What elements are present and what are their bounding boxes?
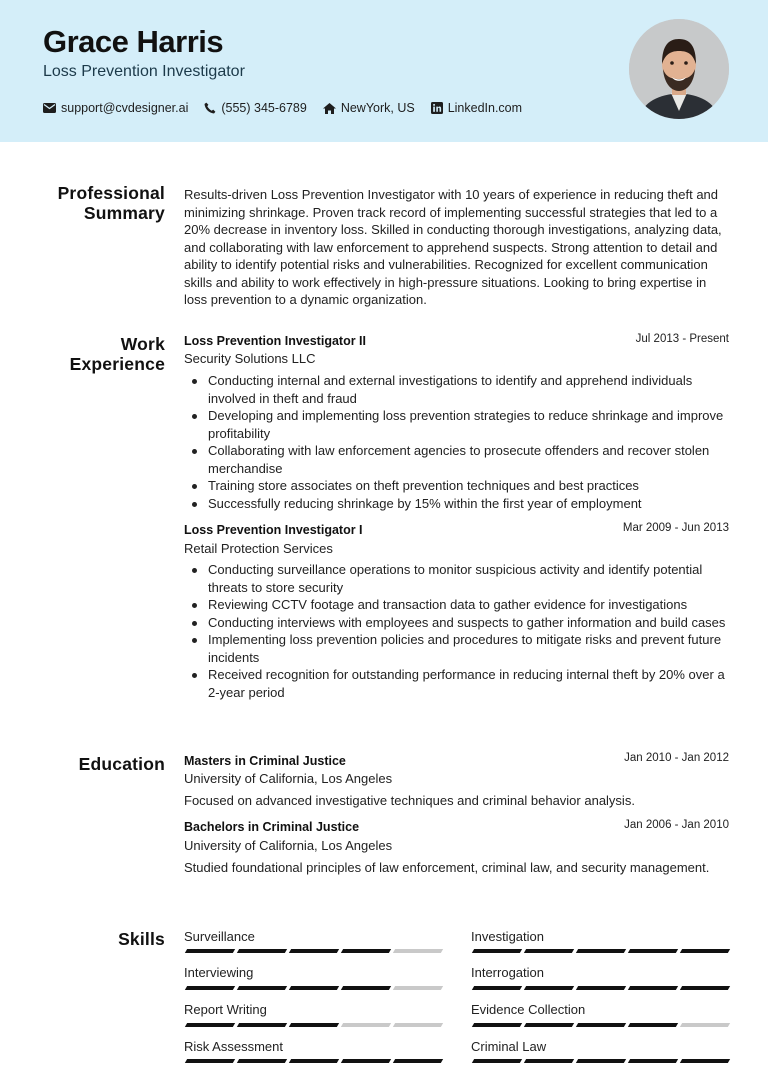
job-company: Retail Protection Services [184, 541, 333, 556]
list-item: Developing and implementing loss prevention strategies to reduce shrinkage and improve profitability [184, 407, 732, 442]
skill-name: Investigation [471, 929, 544, 944]
skill-level-segment [628, 949, 678, 953]
skill-level-segment [237, 1059, 287, 1063]
skill-level-segment [185, 949, 235, 953]
skills-heading: Skills [118, 929, 165, 949]
contact-phone-text: (555) 345-6789 [221, 101, 307, 115]
job-title: Loss Prevention Investigator II [184, 334, 366, 348]
skill-level-bar [186, 1059, 446, 1063]
skill-level-bar [473, 1059, 733, 1063]
skill-level-segment [341, 1059, 391, 1063]
skill-name: Risk Assessment [184, 1039, 283, 1054]
home-icon [323, 103, 336, 114]
skill-level-bar [186, 1023, 446, 1027]
contact-bar [43, 101, 538, 115]
linkedin-icon [431, 102, 443, 114]
skill-level-segment [472, 1059, 522, 1063]
profile-photo [629, 19, 729, 119]
contact-linkedin[interactable] [431, 101, 522, 115]
skill-level-segment [237, 1023, 287, 1027]
skill-level-segment [237, 986, 287, 990]
school-name: University of California, Los Angeles [184, 771, 393, 786]
education-heading: Education [78, 754, 165, 774]
contact-email[interactable] [43, 101, 188, 115]
list-item: Collaborating with law enforcement agencies to prosecute offenders and recover stolen merchandise [184, 442, 732, 477]
list-item: Conducting interviews with employees and suspects to gather information and build cases [184, 614, 732, 632]
experience-heading-line1: Work [120, 334, 165, 354]
skill-level-segment [524, 949, 574, 953]
summary-text: Results-driven Loss Prevention Investigator with 10 years of experience in reducing theft and minimizing shrinkage. Proven track record of implementing successful strategies that led to a 20% decrease in inventory loss. Skilled in conducting thorough investigations, analyzing data, and collaborating with law enforcement to apprehend suspects. Strong attention to detail and ability to identify potential risks and vulnerabilities. Recognized for excellent communication skills and ability to work effectively in high-pressure situations. Looking to bring expertise in loss prevention to a dynamic organization. [184, 187, 722, 307]
skill-level-segment [393, 1059, 443, 1063]
skill-level-bar [186, 949, 446, 953]
skill-level-segment [289, 986, 339, 990]
skill-level-segment [524, 1059, 574, 1063]
skill-level-segment [680, 949, 730, 953]
skill-name: Report Writing [184, 1002, 267, 1017]
list-item: Received recognition for outstanding performance in reducing internal theft by 20% over a 2-year period [184, 666, 732, 701]
skill-level-segment [628, 986, 678, 990]
summary-heading-line2: Summary [83, 203, 165, 223]
skill-level-segment [393, 1023, 443, 1027]
skill-level-segment [289, 949, 339, 953]
skill-name: Evidence Collection [471, 1002, 586, 1017]
skill-level-bar [186, 986, 446, 990]
skill-name: Criminal Law [471, 1039, 547, 1054]
education-description: Focused on advanced investigative techniques and criminal behavior analysis. [184, 793, 635, 808]
experience-heading-line2: Experience [69, 354, 165, 374]
skill-level-segment [576, 1023, 626, 1027]
job-title: Loss Prevention Investigator I [184, 523, 363, 537]
skill-level-segment [576, 986, 626, 990]
summary-heading [40, 183, 165, 223]
skill-level-segment [524, 986, 574, 990]
list-item: Successfully reducing shrinkage by 15% within the first year of employment [184, 495, 732, 513]
skill-level-bar [473, 986, 733, 990]
resume-header [0, 0, 768, 142]
list-item: Training store associates on theft prevention techniques and best practices [184, 477, 732, 495]
skill-level-segment [185, 986, 235, 990]
envelope-icon [43, 103, 56, 113]
skill-level-bar [473, 1023, 733, 1027]
skill-level-segment [393, 949, 443, 953]
degree-title: Masters in Criminal Justice [184, 754, 346, 768]
skill-level-segment [393, 986, 443, 990]
skill-level-segment [628, 1023, 678, 1027]
skill-level-segment [628, 1059, 678, 1063]
skill-name: Interviewing [184, 965, 254, 980]
contact-linkedin-text: LinkedIn.com [447, 101, 523, 115]
job-company: Security Solutions LLC [184, 351, 316, 366]
skill-level-segment [576, 949, 626, 953]
skill-level-bar [473, 949, 733, 953]
candidate-name: Grace Harris [43, 24, 224, 59]
experience-heading [40, 334, 165, 374]
skill-level-segment [185, 1059, 235, 1063]
skill-level-segment [680, 986, 730, 990]
list-item: Reviewing CCTV footage and transaction data to gather evidence for investigations [184, 596, 732, 614]
job-bullets [184, 372, 732, 512]
phone-icon [204, 102, 216, 114]
contact-location [323, 101, 415, 115]
skill-level-segment [680, 1059, 730, 1063]
skill-level-segment [341, 949, 391, 953]
education-description: Studied foundational principles of law enforcement, criminal law, and security management. [184, 860, 710, 875]
job-dates: Jul 2013 - Present [635, 333, 729, 345]
skill-level-segment [289, 1059, 339, 1063]
list-item: Conducting internal and external investigations to identify and apprehend individuals involved in theft and fraud [184, 372, 732, 407]
skill-level-segment [472, 1023, 522, 1027]
summary-heading-line1: Professional [57, 183, 165, 203]
skill-level-segment [341, 1023, 391, 1027]
list-item: Conducting surveillance operations to monitor suspicious activity and identify potential threats to store security [184, 561, 732, 596]
skill-level-segment [524, 1023, 574, 1027]
skill-level-segment [237, 949, 287, 953]
skill-level-segment [680, 1023, 730, 1027]
skill-level-segment [185, 1023, 235, 1027]
skill-level-segment [289, 1023, 339, 1027]
job-dates: Mar 2009 - Jun 2013 [622, 522, 729, 534]
contact-location-text: NewYork, US [340, 101, 415, 115]
education-dates: Jan 2006 - Jan 2010 [624, 819, 729, 831]
skill-name: Interrogation [471, 965, 544, 980]
skill-level-segment [341, 986, 391, 990]
contact-phone[interactable] [204, 101, 306, 115]
degree-title: Bachelors in Criminal Justice [184, 820, 360, 834]
candidate-title: Loss Prevention Investigator [43, 63, 245, 80]
education-dates: Jan 2010 - Jan 2012 [624, 752, 729, 764]
skill-level-segment [472, 986, 522, 990]
skill-level-segment [472, 949, 522, 953]
school-name: University of California, Los Angeles [184, 838, 393, 853]
job-bullets [184, 561, 732, 701]
list-item: Implementing loss prevention policies and procedures to mitigate risks and prevent future incidents [184, 631, 732, 666]
contact-email-text: support@cvdesigner.ai [61, 101, 189, 115]
skill-level-segment [576, 1059, 626, 1063]
skill-name: Surveillance [184, 929, 255, 944]
